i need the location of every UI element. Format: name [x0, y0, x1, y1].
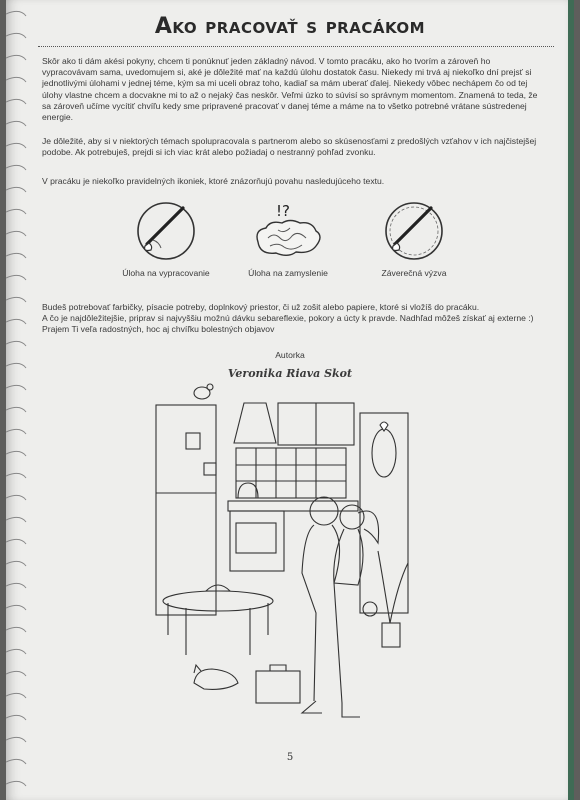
palette-brush-icon — [131, 200, 201, 262]
spiral-ring — [6, 605, 26, 610]
signature-role: Autorka — [275, 350, 305, 360]
spiral-ring — [6, 517, 26, 522]
closing-line: Budeš potrebovať farbičky, písacie potreby, doplnkový priestor, či už zošit alebo papiere, ktoré si vložíš do pracáku. — [42, 302, 480, 312]
intro-paragraph — [42, 56, 547, 123]
palette-brush-icon — [379, 200, 449, 262]
brain-question-icon — [248, 200, 328, 262]
spiral-ring — [6, 539, 26, 544]
icon-legend-item — [354, 200, 474, 278]
page-number: 5 — [286, 752, 294, 763]
spiral-ring — [6, 143, 26, 148]
spiral-ring — [6, 253, 26, 258]
spiral-ring — [6, 627, 26, 632]
spiral-ring — [6, 55, 26, 60]
spiral-ring — [6, 231, 26, 236]
intro-text: Skôr ako ti dám akési pokyny, chcem ti ponúknuť jeden základný návod. V tomto pracáku, ako ho tvorím a zároveň ho vypracovávam sama, uvedomujem si, aké je dôležité mať na každú úlohu dostatok času. Niekedy mi trvá aj niekoľko dní prejsť si jednotlivými úlohami v jednej téme, kým sa mi uceli obraz toho, kadiaľ sa mám uberať ďalej. Niekedy vôbec nechápem čo od tej úlohy vlastne chcem a docvakne mi to až o nejaký čas neskôr. Veľmi úzko to súvisí so správnym momentom. Znamená to teda, že sa zároveň učíme vycítiť chvíľu kedy sme pripravené pracovať v danej téme a máme na to všetko potrebné vrátane sústredenej energie. — [42, 56, 538, 123]
spiral-ring — [6, 165, 26, 170]
spiral-ring — [6, 341, 26, 346]
spiral-ring — [6, 429, 26, 434]
spiral-ring — [6, 781, 26, 786]
partner-text: Je dôležité, aby si v niektorých témach spolupracovala s partnerom alebo so skúsenosťami z predošlých vzťahov v ich najčistejšej podobe. Ak potrebuješ, prejdi si ich viac krát alebo požiadaj o nestranný pohľad zvonku. — [42, 136, 537, 158]
spiral-ring — [6, 671, 26, 676]
signature-name: Veronika Riava Skot — [227, 367, 353, 380]
kitchen-couple-illustration — [146, 383, 416, 733]
icon-legend-label: Úloha na zamyslenie — [248, 268, 328, 278]
spiral-ring — [6, 561, 26, 566]
spiral-ring — [6, 385, 26, 390]
partner-paragraph — [42, 136, 547, 158]
icon-legend-label: Úloha na vypracovanie — [122, 268, 210, 278]
spiral-ring — [6, 693, 26, 698]
spiral-ring — [6, 99, 26, 104]
spiral-ring — [6, 209, 26, 214]
title-divider — [38, 46, 554, 47]
spiral-ring — [6, 737, 26, 742]
closing-line: A čo je najdôležitejšie, priprav si najvyššiu možnú dávku sebareflexie, pokory a úcty k pravde. Nadhľad môžeš získať aj externe :) — [42, 313, 534, 324]
page-title: Ako pracovať s pracákom — [154, 14, 426, 39]
notebook-spine — [6, 0, 28, 800]
svg-text:!?: !? — [276, 202, 290, 220]
spiral-ring — [6, 495, 26, 500]
spiral-ring — [6, 407, 26, 412]
spiral-ring — [6, 715, 26, 720]
spiral-ring — [6, 275, 26, 280]
icons-intro-paragraph — [42, 176, 547, 187]
spiral-ring — [6, 649, 26, 654]
icons-intro-text: V pracáku je niekoľko pravidelných ikoniek, ktoré znázorňujú povahu nasledujúceho textu. — [42, 176, 385, 186]
icon-legend — [106, 200, 466, 295]
spiral-ring — [6, 121, 26, 126]
spiral-ring — [6, 297, 26, 302]
spiral-ring — [6, 187, 26, 192]
spiral-ring — [6, 319, 26, 324]
spiral-ring — [6, 473, 26, 478]
cover-edge — [568, 0, 574, 800]
spiral-ring — [6, 77, 26, 82]
spiral-ring — [6, 583, 26, 588]
closing-line: Prajem Ti veľa radostných, hoc aj chvíľku bolestných objavov — [42, 324, 275, 335]
closing-paragraph — [42, 302, 547, 336]
icon-legend-item — [228, 200, 348, 278]
icon-legend-label: Záverečná výzva — [381, 268, 447, 278]
spiral-ring — [6, 451, 26, 456]
icon-legend-item — [106, 200, 226, 278]
workbook-page — [6, 0, 574, 800]
